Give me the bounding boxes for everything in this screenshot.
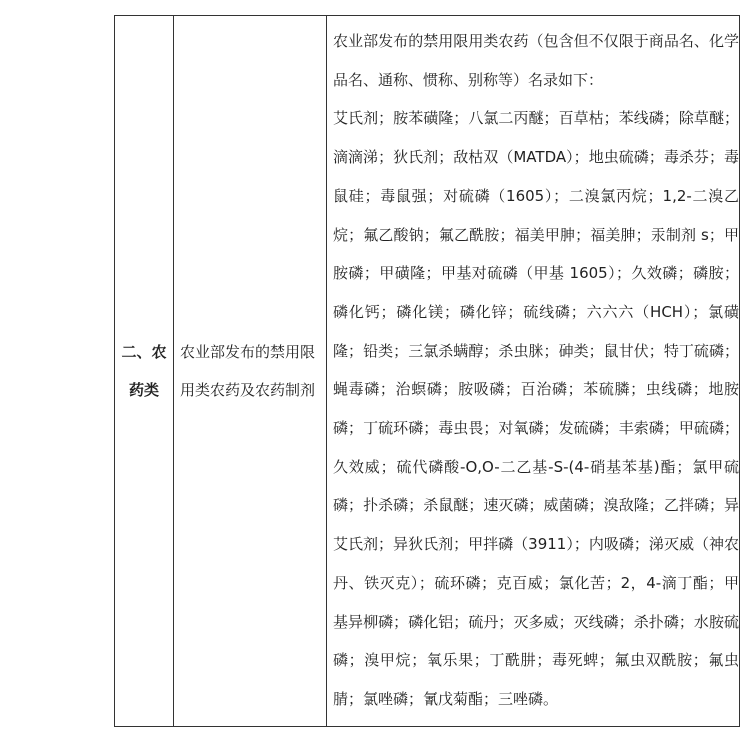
detail-intro: 农业部发布的禁用限用类农药（包含但不仅限于商品名、化学品名、通称、惯称、别称等）名录如下：	[333, 32, 739, 89]
category-cell: 二、农药类	[115, 16, 174, 727]
pesticide-table	[114, 15, 740, 727]
source-cell: 农业部发布的禁用限用类农药及农药制剂	[174, 16, 327, 727]
pesticide-list: 艾氏剂；胺苯磺隆；八氯二丙醚；百草枯；苯线磷；除草醚；滴滴涕；狄氏剂；敌枯双（MATDA）；地虫硫磷；毒杀芬；毒鼠硅；毒鼠强；对硫磷（1605）；二溴氯丙烷；1,2-二溴乙烷；氟乙酸钠；氟乙酰胺；福美甲胂；福美胂；汞制剂 s；甲胺磷；甲磺隆；甲基对硫磷（甲基 1605）；久效磷；磷胺；磷化钙；磷化镁；磷化锌；硫线磷；六六六（HCH）；氯磺隆；铅类；三氯杀螨醇；杀虫脒；砷类；鼠甘伏；特丁硫磷；蝇毒磷；治螟磷；胺吸磷；百治磷；苯硫膦；虫线磷；地胺磷；丁硫环磷；毒虫畏；对氧磷；发硫磷；丰索磷；甲硫磷；久效威；硫代磷酸-O,O-二乙基-S-(4-硝基苯基)酯；氯甲硫磷；扑杀磷；杀鼠醚；速灭磷；威菌磷；溴敌隆；乙拌磷；异艾氏剂；异狄氏剂；甲拌磷（3911）；内吸磷；涕灭威（神农丹、铁灭克）；硫环磷；克百威；氯化苦；2，4-滴丁酯；甲基异柳磷；磷化铝；硫丹；灭多威；灭线磷；杀扑磷；水胺硫磷；溴甲烷；氧乐果；丁酰肼；毒死蜱；氟虫双酰胺；氟虫腈；氯唑磷；氰戊菊酯；三唑磷。	[333, 109, 739, 708]
table-row	[115, 16, 740, 727]
detail-cell	[327, 16, 740, 727]
